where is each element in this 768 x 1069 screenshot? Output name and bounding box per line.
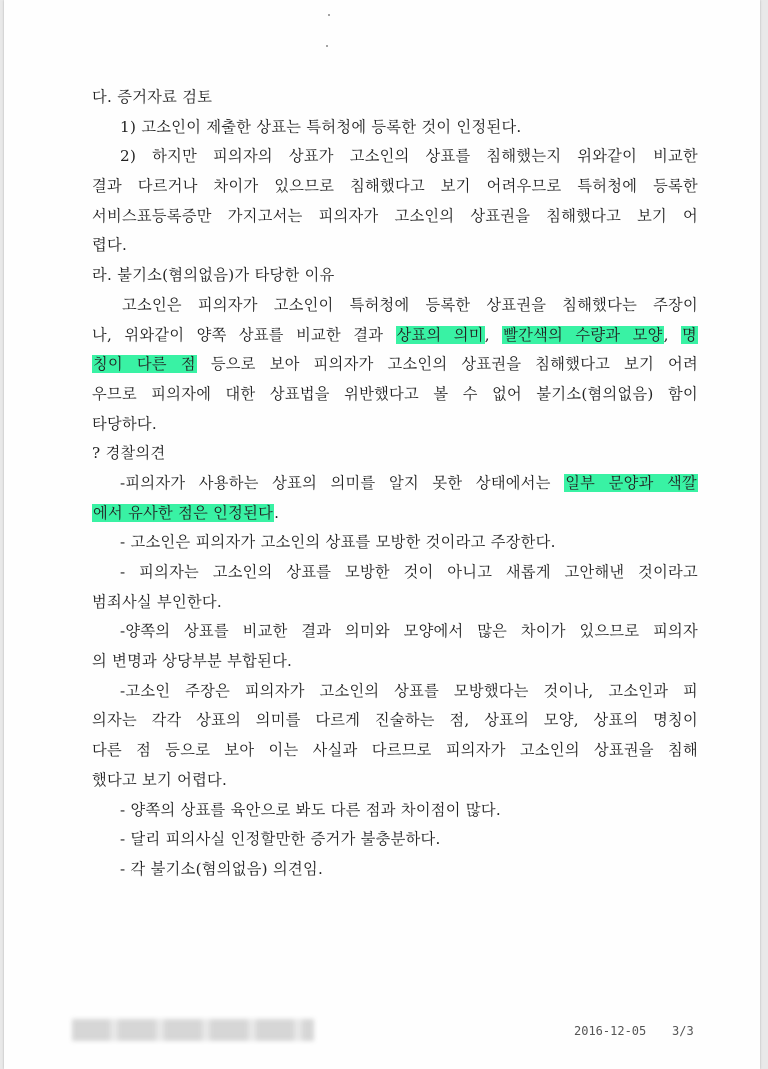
text-segment: . [274,503,280,522]
text-line-p2c: 서비스표등록증만 가지고서는 피의자가 고소인의 상표권을 침해했다고 보기 어 [92,206,698,225]
redacted-footer-text [72,1019,314,1041]
highlighted-text: 에서 유사한 점은 인정된다 [93,503,274,522]
text-line-o5a: -고소인 주장은 피의자가 고소인의 상표를 모방했다는 것이나, 고소인과 피 [120,681,698,700]
text-line-p3d: 우므로 피의자에 대한 상표법을 위반했다고 볼 수 없어 불기소(혐의없음) 함이 [92,384,698,403]
text-segment: 등으로 보아 피의자가 고소인의 상표권을 침해했다고 보기 어려 [196,355,698,374]
text-line-p3b [92,321,698,351]
text-line-o3b: 범죄사실 부인한다. [92,592,223,611]
highlighted-text: 상표의 의미 [396,325,484,344]
text-line-o5b: 의자는 각각 상표의 의미를 다르게 진술하는 점, 상표의 모양, 상표의 명칭이 [92,711,698,730]
text-line-o6: - 양쪽의 상표를 육안으로 봐도 다른 점과 차이점이 많다. [120,800,501,819]
text-line-o8: - 각 불기소(혐의없음) 의견임. [120,859,324,878]
scan-speck [326,45,328,47]
footer-page-number: 3/3 [672,1024,694,1038]
text-line-o5d: 했다고 보기 어렵다. [92,770,228,789]
text-line-h-da: 다. 증거자료 검토 [92,88,213,106]
text-line-p1: 1) 고소인이 제출한 상표는 특허청에 등록한 것이 인정된다. [120,117,522,136]
text-line-p2a: 2) 하지만 피의자의 상표가 고소인의 상표를 침해했는지 위와같이 비교한 [120,147,698,166]
text-line-p2b: 결과 다르거나 차이가 있으므로 침해했다고 보기 어려우므로 특허청에 등록한 [92,177,698,196]
highlighted-text: 명 [682,325,698,344]
text-line-h-police: ? 경찰의견 [92,444,166,463]
text-line-o1a [92,469,698,499]
text-line-p3e: 타당하다. [92,414,158,433]
text-line-p3a: 고소인은 피의자가 고소인이 특허청에 등록한 상표권을 침해했다는 주장이 [122,295,698,314]
footer-date: 2016-12-05 [574,1024,647,1038]
text-segment: , [663,325,682,344]
text-line-o1b [92,499,698,529]
text-segment: 나, 위와같이 양쪽 상표를 비교한 결과 [92,325,396,344]
text-segment: , [484,325,503,344]
text-line-o7: - 달리 피의사실 인정할만한 증거가 불충분하다. [120,830,441,849]
document-page [4,0,760,1069]
text-line-o2: - 고소인은 피의자가 고소인의 상표를 모방한 것이라고 주장한다. [120,533,556,552]
text-line-p2d: 렵다. [92,236,128,255]
text-line-o4b: 의 변명과 상당부분 부합된다. [92,652,293,671]
text-line-o5c: 다른 점 등으로 보아 이는 사실과 다르므로 피의자가 고소인의 상표권을 침해 [92,741,698,760]
text-line-o4a: -양쪽의 상표를 비교한 결과 의미와 모양에서 많은 차이가 있으므로 피의자 [120,622,698,641]
scan-speck [328,14,330,16]
document-body [92,83,698,885]
text-segment: -피의자가 사용하는 상표의 의미를 알지 못한 상태에서는 [120,473,565,492]
text-line-o3a: - 피의자는 고소인의 상표를 모방한 것이 아니고 새롭게 고안해낸 것이라고 [120,563,698,581]
highlighted-text: 칭이 다른 점 [93,355,196,374]
text-line-p3c [92,350,698,380]
text-line-h-ra: 라. 불기소(혐의없음)가 타당한 이유 [92,266,335,285]
highlighted-text: 일부 문양과 색깔 [565,473,697,492]
highlighted-text: 빨간색의 수량과 모양 [503,325,663,344]
